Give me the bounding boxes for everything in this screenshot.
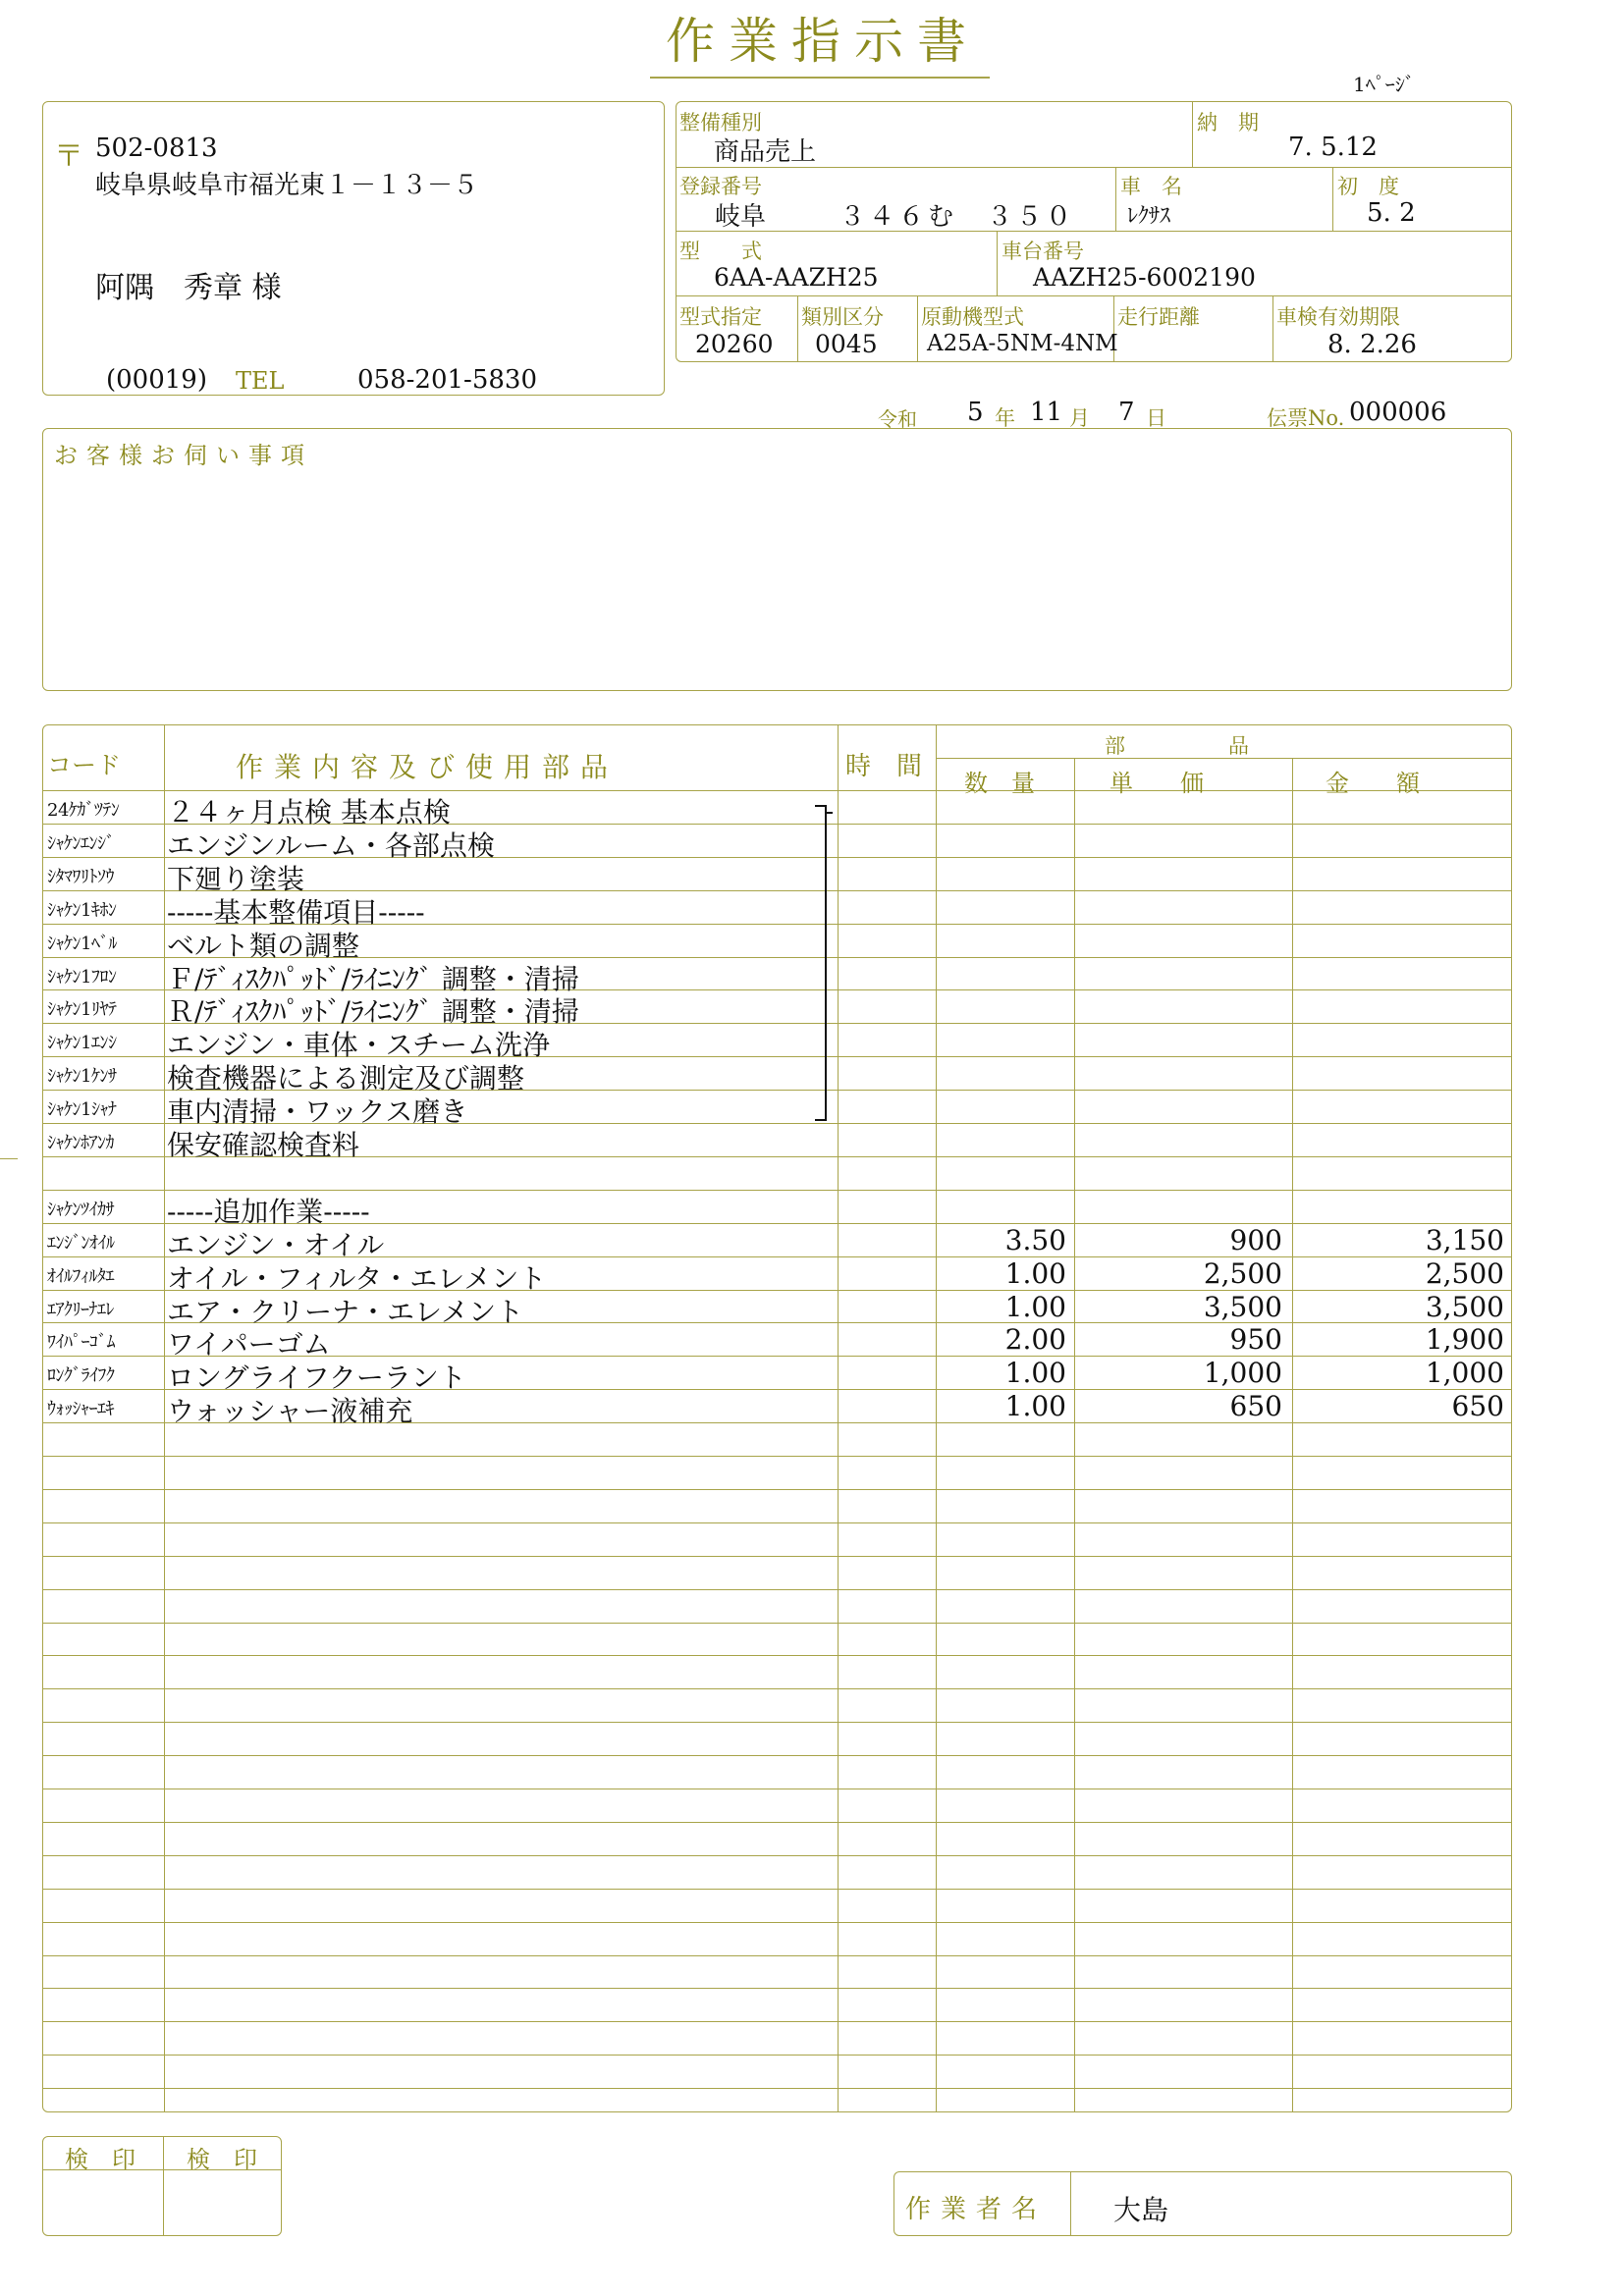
day-label: 日 [1146,406,1166,430]
registration-region: 岐阜 [715,202,767,232]
table-row-line [42,2088,1512,2089]
customer-address: 岐阜県岐阜市福光東１－１３－５ [95,171,479,200]
postal-icon: 〒 [54,139,83,174]
day-value: 7 [1118,398,1135,427]
table-row-line [42,1489,1512,1490]
row-amount: 650 [1451,1390,1504,1422]
table-row [43,924,1510,962]
type-designation-label: 型式指定 [679,305,762,329]
first-registration-value: 5. 2 [1367,198,1416,228]
postal-code: 502-0813 [95,133,218,163]
slip-number-value: 000006 [1349,398,1447,427]
worker-name-value: 大島 [1113,2194,1169,2226]
table-row [43,1056,1510,1095]
row-code: ｼｬｹﾝｴﾝｼﾞ [47,833,115,854]
row-code: ｼﾀﾏﾜﾘﾄｿｳ [47,867,114,887]
row-unit-price: 2,500 [1203,1257,1282,1290]
row-description: オイル・フィルタ・エレメント [167,1262,547,1295]
table-row-line [42,2021,1512,2022]
table-row [43,1090,1510,1128]
row-description: ２４ヶ月点検 基本点検 [167,796,451,828]
table-row-line [42,1623,1512,1624]
row-quantity: 1.00 [1004,1357,1066,1389]
row-code: ﾛﾝｸﾞﾗｲﾌｸ [47,1365,115,1386]
table-row-line [42,1889,1512,1890]
table-row [43,890,1510,929]
table-row-line [42,1822,1512,1823]
row-description: ロングライフクーラント [167,1362,466,1394]
row-code: ｼｬｹﾝ1ｴﾝｼ [47,1033,117,1053]
table-row-line [42,1655,1512,1656]
inspection-expiry-label: 車検有効期限 [1276,305,1400,329]
row-code: ｼｬｹﾝ1ﾘﾔﾃ [47,999,117,1020]
table-row-line [42,1522,1512,1523]
row-amount: 3,150 [1425,1224,1504,1256]
chassis-number-label: 車台番号 [1001,240,1084,263]
amount-header: 金 額 [1326,770,1420,797]
slip-number-label: 伝票No. [1267,406,1345,430]
row-code: ｵｲﾙﾌｨﾙﾀｴ [47,1266,114,1287]
category-label: 類別区分 [801,305,884,329]
month-label: 月 [1069,406,1090,430]
quantity-header: 数 量 [964,770,1035,797]
year-value: 5 [967,398,984,427]
table-row [43,1223,1510,1261]
table-row-line [42,1722,1512,1723]
row-code: ｼｬｹﾝ1ｹﾝｻ [47,1066,117,1087]
row-unit-price: 650 [1229,1390,1282,1422]
row-description: 保安確認検査料 [167,1129,360,1161]
table-row [43,1023,1510,1061]
mileage-label: 走行距離 [1117,305,1200,329]
row-amount: 3,500 [1425,1291,1504,1323]
parts-header: 部 品 [1105,734,1249,758]
table-row-line [42,1755,1512,1756]
code-header: コード [47,751,122,779]
row-code: ﾜｲﾊﾟｰｺﾞﾑ [47,1332,115,1353]
due-date-value: 7. 5.12 [1288,133,1378,162]
row-code: ｼｬｹﾝ1ﾌﾛﾝ [47,967,117,988]
table-row [43,1389,1510,1427]
table-row [43,790,1510,828]
model-value: 6AA-AAZH25 [714,263,879,292]
row-description: ワイパーゴム [167,1328,331,1361]
stamp-label-1: 検 印 [65,2146,135,2173]
registration-number-label: 登録番号 [679,175,762,198]
service-type-label: 整備種別 [679,111,762,134]
row-code: ｴｱｸﾘｰﾅｴﾚ [47,1300,114,1320]
row-quantity: 3.50 [1004,1224,1066,1256]
category-value: 0045 [815,330,878,358]
inspection-expiry-value: 8. 2.26 [1327,330,1417,359]
table-row [43,1322,1510,1361]
row-description: -----基本整備項目----- [167,896,425,929]
due-date-label: 納 期 [1197,111,1259,134]
table-row [43,1290,1510,1328]
table-row-line [42,1688,1512,1689]
row-quantity: 1.00 [1004,1291,1066,1323]
row-amount: 2,500 [1425,1257,1504,1290]
table-row-line [42,1589,1512,1590]
row-code: ｼｬｹﾝ1ｷﾎﾝ [47,900,117,921]
table-row [43,1356,1510,1394]
era-label: 令和 [878,407,917,431]
row-unit-price: 950 [1229,1323,1282,1356]
table-row-line [42,1556,1512,1557]
row-quantity: 1.00 [1004,1390,1066,1422]
table-row [43,989,1510,1028]
row-description: 検査機器による測定及び調整 [167,1062,525,1095]
row-amount: 1,000 [1425,1357,1504,1389]
table-row-line [42,1855,1512,1856]
table-row [43,857,1510,895]
page-number: 1ﾍﾟｰｼﾞ [1353,73,1415,96]
stamp-label-2: 検 印 [187,2146,257,2173]
engine-model-label: 原動機型式 [921,305,1024,329]
tel-value: 058-201-5830 [357,365,537,395]
row-description: -----追加作業----- [167,1196,370,1228]
document-title: 作業指示書 [650,2,990,79]
unit-price-header: 単 価 [1110,770,1204,797]
row-code: ｼｬｹﾝ1ｼｬﾅ [47,1099,117,1120]
row-code: ｼｬｹﾝﾎｱﾝｶ [47,1133,114,1153]
row-description: Ｆ/ﾃﾞｨｽｸﾊﾟｯﾄﾞ/ﾗｲﾆﾝｸﾞ 調整・清掃 [167,963,579,995]
row-quantity: 2.00 [1004,1323,1066,1356]
row-amount: 1,900 [1425,1323,1504,1356]
customer-name: 阿隅 秀章 様 [95,271,282,305]
row-unit-price: 1,000 [1203,1357,1282,1389]
table-row-line [42,1988,1512,1989]
tel-label: TEL [236,367,285,395]
row-description: Ｒ/ﾃﾞｨｽｸﾊﾟｯﾄﾞ/ﾗｲﾆﾝｸﾞ 調整・清掃 [167,995,579,1028]
row-description: ウォッシャー液補充 [167,1395,413,1427]
table-row-line [42,1955,1512,1956]
row-unit-price: 900 [1229,1224,1282,1256]
registration-number-value: ３４６む ３５０ [839,202,1076,232]
type-designation-value: 20260 [695,330,774,358]
row-description: エンジンルーム・各部点検 [167,829,495,862]
engine-model-value: A25A-5NM-4NM [927,331,1118,356]
first-registration-label: 初 度 [1337,175,1399,198]
chassis-number-value: AAZH25-6002190 [1033,263,1256,292]
row-description: エア・クリーナ・エレメント [167,1296,524,1328]
model-label: 型 式 [679,240,762,263]
table-row [43,1156,1510,1190]
row-code: ｳｫｯｼｬｰｴｷ [47,1399,114,1419]
row-code: ｼｬｹﾝﾂｲｶｻ [47,1200,114,1220]
table-row [43,824,1510,862]
row-unit-price: 3,500 [1203,1291,1282,1323]
row-description: ベルト類の調整 [167,930,360,962]
description-header: 作業内容及び使用部品 [236,751,620,783]
customer-inquiry-label: お客様お伺い事項 [54,442,313,469]
table-row [43,1123,1510,1161]
table-row [43,1256,1510,1295]
row-quantity: 1.00 [1004,1257,1066,1290]
table-row-line [42,1456,1512,1457]
margin-tick [0,1158,18,1159]
row-description: エンジン・オイル [167,1229,385,1261]
year-label: 年 [995,406,1015,430]
row-description: 車内清掃・ワックス磨き [167,1095,468,1128]
table-row-line [42,2055,1512,2056]
row-code: ｼｬｹﾝ1ﾍﾞﾙ [47,934,117,954]
row-description: エンジン・車体・スチーム洗浄 [167,1029,551,1061]
row-code: ｴﾝｼﾞﾝｵｲﾙ [47,1233,115,1254]
worker-name-label: 作業者名 [905,2195,1048,2224]
row-description: 下廻り塗装 [167,863,305,895]
car-name-label: 車 名 [1120,175,1182,198]
service-type-value: 商品売上 [714,137,817,167]
car-name-value: ﾚｸｻｽ [1127,204,1171,229]
table-row [43,957,1510,995]
time-header: 時 間 [845,752,923,781]
table-row [43,1190,1510,1228]
row-code: 24ｹｶﾞﾂﾃﾝ [47,800,120,821]
month-value: 11 [1030,398,1063,427]
customer-number: (00019) [106,365,207,395]
table-row-line [42,1922,1512,1923]
